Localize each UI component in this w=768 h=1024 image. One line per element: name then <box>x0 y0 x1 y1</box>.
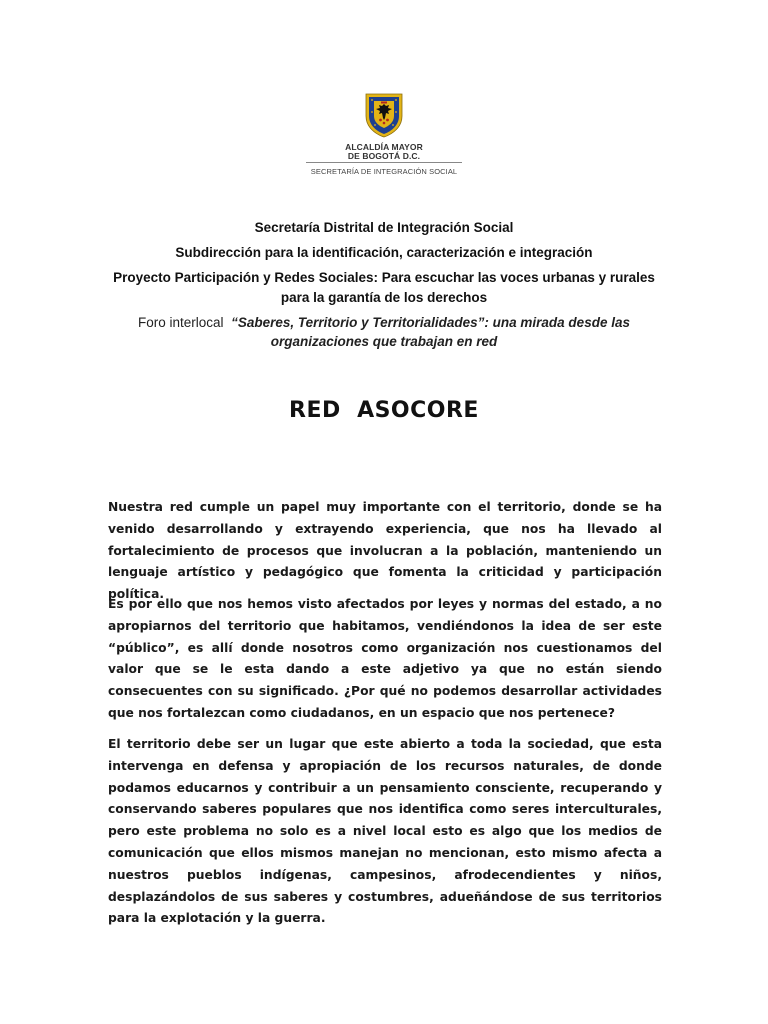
foro-title: “Saberes, Territorio y Territorialidades”: una mirada desde las <box>231 315 630 330</box>
foro-line <box>0 315 768 330</box>
foro-line-cont <box>0 334 768 349</box>
document-title: RED ASOCORE <box>289 398 479 423</box>
header-proyecto: Proyecto Participación y Redes Sociales: Para escuchar las voces urbanas y rurales <box>113 270 655 285</box>
header-subdireccion: Subdirección para la identificación, caracterización e integración <box>175 245 593 260</box>
alcaldia-logo <box>300 92 468 187</box>
foro-prefix: Foro interlocal <box>138 315 224 330</box>
logo-line-alcaldia: ALCALDÍA MAYOR <box>345 142 423 152</box>
bogota-coat-of-arms-icon <box>363 92 405 138</box>
logo-subtitle: SECRETARÍA DE INTEGRACIÓN SOCIAL <box>310 167 458 176</box>
logo-line-bogota: DE BOGOTÁ D.C. <box>347 151 421 161</box>
header-proyecto-cont: para la garantía de los derechos <box>280 290 488 305</box>
header-secretaria: Secretaría Distrital de Integración Social <box>254 220 514 235</box>
foro-title-cont: organizaciones que trabajan en red <box>270 334 498 349</box>
paragraph: Es por ello que nos hemos visto afectados por leyes y normas del estado, a no apropiarnos del territorio que habitamos, vendiéndonos la idea de ser este “público”, es allí donde nosotros como organización nos cuestionamos del valor que se le esta dando a este adjetivo ya que no están siendo consecuentes con su significado. ¿Por qué no podemos desarrollar actividades que nos fortalezcan como ciudadanos, en un espacio que nos pertenece? <box>108 597 662 720</box>
paragraph: Nuestra red cumple un papel muy importante con el territorio, donde se ha venido desarrollando y extrayendo experiencia, que nos ha llevado al fortalecimiento de procesos que involucran a la población, manteniendo un lenguaje artístico y pedagógico que fomenta la criticidad y participación política. <box>108 500 662 602</box>
logo-divider <box>306 162 462 163</box>
paragraph: El territorio debe ser un lugar que este abierto a toda la sociedad, que esta intervenga en defensa y apropiación de los recursos naturales, de donde podamos educarnos y contribuir a un pensamiento consciente, recuperando y conservando saberes populares que nos identifica como seres interculturales, pero este problema no solo es a nivel local esto es algo que los medios de comunicación que ellos mismos manejan no mencionan, esto mismo afecta a nuestros pueblos indígenas, campesinos, afrodecendientes y niños, desplazándolos de sus saberes y costumbres, adueñándose de sus territorios para la explotación y la guerra. <box>108 737 662 926</box>
